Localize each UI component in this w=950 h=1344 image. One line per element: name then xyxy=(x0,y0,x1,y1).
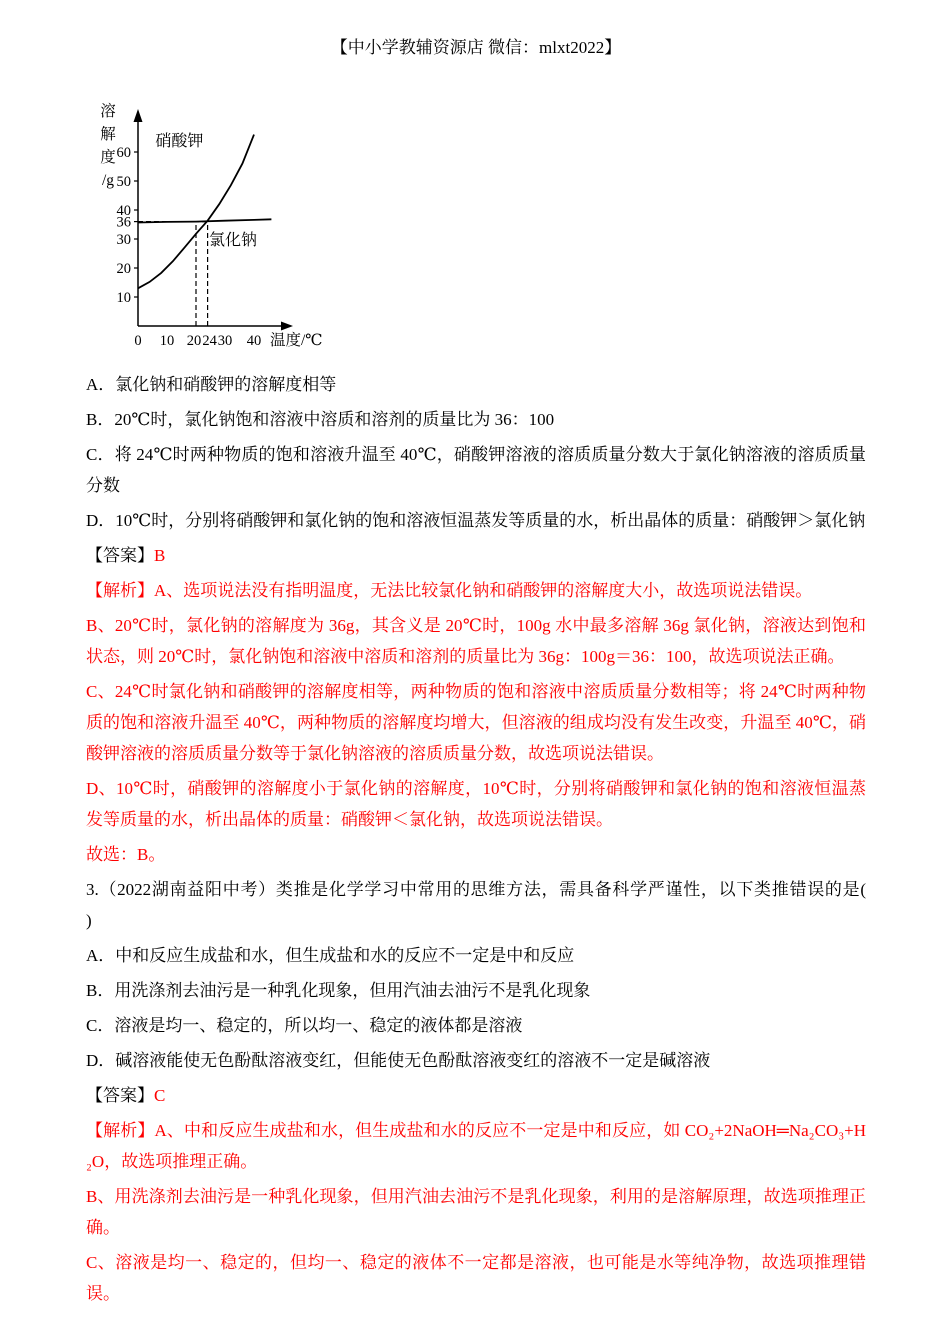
svg-text:10: 10 xyxy=(159,333,175,349)
q3-answer-label: 【答案】 xyxy=(86,1086,154,1105)
svg-text:40: 40 xyxy=(246,333,262,349)
page-header xyxy=(86,36,866,60)
q2-analysis-d: D、10℃时，硝酸钾的溶解度小于氯化钠的溶解度，10℃时，分别将硝酸钾和氯化钠的饱和溶液恒温蒸发等质量的水，析出晶体的质量：硝酸钾＜氯化钠，故选项说法错误。 xyxy=(86,779,866,829)
q3-option-c: C．溶液是均一、稳定的，所以均一、稳定的液体都是溶液 xyxy=(86,1016,523,1035)
svg-text:50: 50 xyxy=(116,174,131,190)
solubility-chart xyxy=(86,82,866,359)
q3-stem: 3.（2022湖南益阳中考）类推是化学学习中常用的思维方法，需具备科学严谨性，以下类推错误的是( ) xyxy=(86,880,900,930)
q3-option-a: A．中和反应生成盐和水，但生成盐和水的反应不一定是中和反应 xyxy=(86,946,575,965)
q2-analysis-conclusion: 故选：B。 xyxy=(86,845,166,864)
q3-analysis-a xyxy=(86,1115,866,1177)
svg-text:20: 20 xyxy=(186,333,202,349)
svg-text:氯化钠: 氯化钠 xyxy=(209,231,258,249)
q2-option-c: C．将 24℃时两种物质的饱和溶液升温至 40℃，硝酸钾溶液的溶质质量分数大于氯化钠溶液的溶质质量分数 xyxy=(86,445,866,495)
svg-text:硝酸钾: 硝酸钾 xyxy=(155,133,204,151)
svg-text:30: 30 xyxy=(217,333,233,349)
q2-answer-line xyxy=(86,540,866,571)
svg-text:0: 0 xyxy=(134,333,142,349)
q2-analysis-c: C、24℃时氯化钠和硝酸钾的溶解度相等，两种物质的饱和溶液中溶质质量分数相等；将 24℃时两种物质的饱和溶液升温至 40℃，两种物质的溶解度均增大，但溶液的组成均没有发生改变，升温至 40℃，硝酸钾溶液的溶质质量分数等于氯化钠溶液的溶质质量分数，故选项说法错误。 xyxy=(86,682,866,763)
q2-analysis-label: 【解析】 xyxy=(86,581,154,600)
q2-analysis-a xyxy=(86,575,866,606)
q2-answer-value: B xyxy=(154,546,166,565)
q3-analysis-c: C、溶液是均一、稳定的，但均一、稳定的液体不一定都是溶液，也可能是水等纯净物，故选项推理错误。 xyxy=(86,1253,866,1303)
svg-text:溶解度/g: 溶解度/g xyxy=(100,103,116,189)
q2-analysis-a-text: A、选项说法没有指明温度，无法比较氯化钠和硝酸钾的溶解度大小，故选项说法错误。 xyxy=(154,581,813,600)
q3-answer-line xyxy=(86,1080,866,1111)
svg-text:24: 24 xyxy=(202,333,217,349)
q2-option-b: B．20℃时，氯化钠饱和溶液中溶质和溶剂的质量比为 36：100 xyxy=(86,410,555,429)
q3-analysis-label: 【解析】 xyxy=(86,1121,155,1140)
svg-text:30: 30 xyxy=(116,232,131,248)
solubility-chart-svg xyxy=(86,82,416,354)
q2-option-a: A．氯化钠和硝酸钾的溶解度相等 xyxy=(86,375,337,394)
svg-text:60: 60 xyxy=(116,145,131,161)
q2-answer-label: 【答案】 xyxy=(86,546,154,565)
svg-text:36: 36 xyxy=(116,214,131,231)
store-watermark: 【中小学教辅资源店 微信：mlxt2022】 xyxy=(330,38,622,57)
svg-text:10: 10 xyxy=(116,290,131,306)
q2-analysis-b: B、20℃时，氯化钠的溶解度为 36g，其含义是 20℃时，100g 水中最多溶解 36g 氯化钠，溶液达到饱和状态，则 20℃时，氯化钠饱和溶液中溶质和溶剂的质量比为 36g：100g＝36：100，故选项说法正确。 xyxy=(86,616,866,666)
q3-answer-value: C xyxy=(154,1086,166,1105)
q3-option-b: B．用洗涤剂去油污是一种乳化现象，但用汽油去油污不是乳化现象 xyxy=(86,981,591,1000)
q3-analysis-a-text: A、中和反应生成盐和水，但生成盐和水的反应不一定是中和反应，如 CO₂+2NaOH═Na₂CO₃+H₂O，故选项推理正确。 xyxy=(86,1121,867,1171)
svg-text:40: 40 xyxy=(116,203,131,219)
q3-option-d: D．碱溶液能使无色酚酞溶液变红，但能使无色酚酞溶液变红的溶液不一定是碱溶液 xyxy=(86,1051,711,1070)
svg-text:温度/℃: 温度/℃ xyxy=(270,332,323,349)
q2-option-d: D．10℃时，分别将硝酸钾和氯化钠的饱和溶液恒温蒸发等质量的水，析出晶体的质量：硝酸钾＞氯化钠 xyxy=(86,511,866,530)
svg-text:20: 20 xyxy=(116,261,131,277)
q3-analysis-b: B、用洗涤剂去油污是一种乳化现象，但用汽油去油污不是乳化现象，利用的是溶解原理，故选项推理正确。 xyxy=(86,1187,866,1237)
